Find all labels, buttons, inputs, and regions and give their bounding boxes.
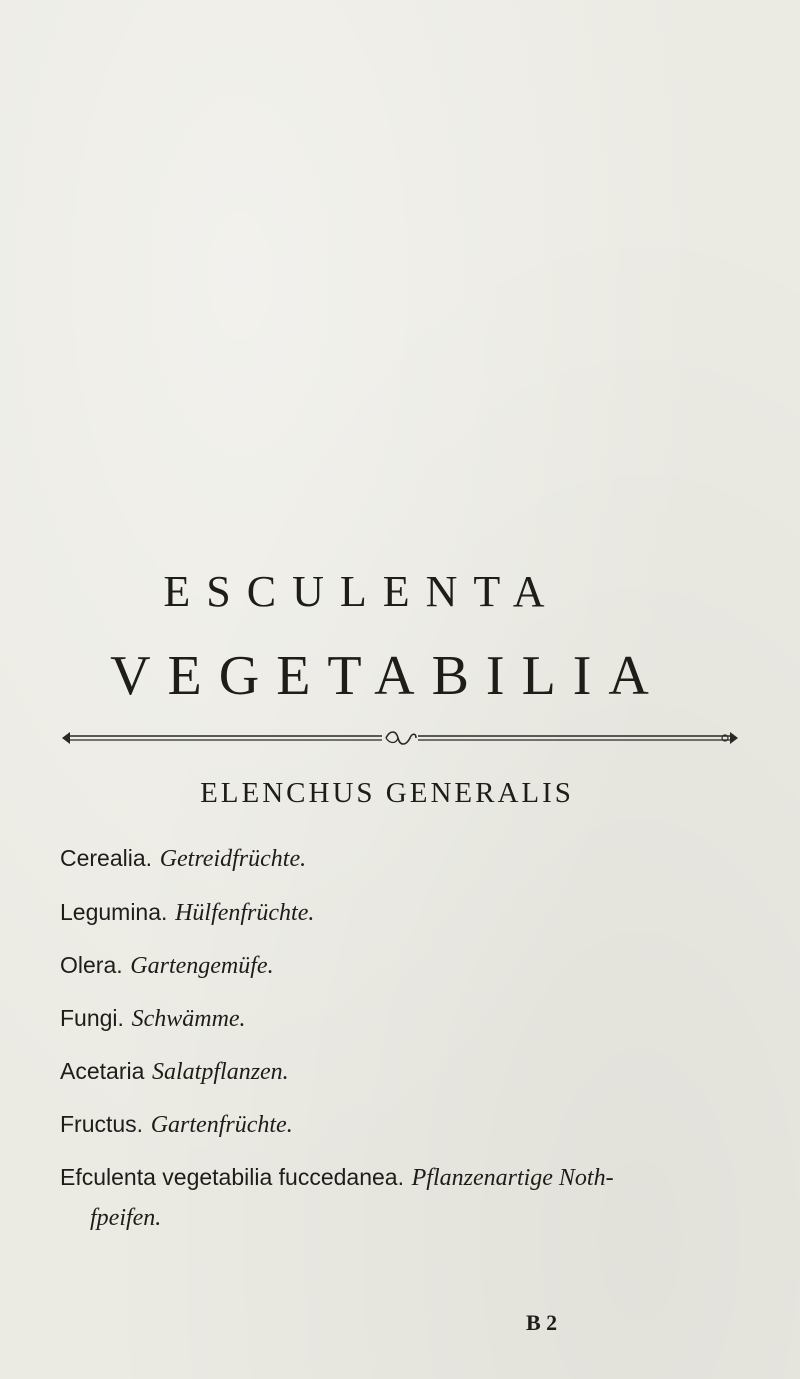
ornamental-rule-icon <box>60 728 740 748</box>
german-term: Getreidfrüchte. <box>159 846 307 872</box>
latin-term: Acetaria <box>60 1058 145 1084</box>
latin-term: Cerealia. <box>60 845 153 871</box>
list-item <box>60 846 306 871</box>
entry-continuation: fpeifen. <box>90 1205 162 1231</box>
latin-term: Olera. <box>60 952 123 978</box>
german-term: Hülfenfrüchte. <box>175 900 315 926</box>
german-term: Pflanzenartige Noth- <box>411 1165 614 1191</box>
list-item <box>60 953 274 978</box>
list-item <box>60 1112 293 1137</box>
german-term: Gartengemüfe. <box>130 953 274 979</box>
list-item <box>60 1165 614 1190</box>
latin-term: Legumina. <box>60 899 168 925</box>
signature-mark: B 2 <box>526 1310 558 1335</box>
heading-line-1: ESCULENTA <box>163 567 561 616</box>
list-item <box>60 1006 246 1031</box>
german-term: Schwämme. <box>131 1006 246 1032</box>
list-item <box>60 900 314 925</box>
latin-term: Fructus. <box>60 1111 144 1137</box>
german-term: Salatpflanzen. <box>152 1059 289 1085</box>
list-item <box>60 1059 289 1084</box>
latin-term: Fungi. <box>60 1005 124 1031</box>
subtitle: ELENCHUS GENERALIS <box>200 777 574 809</box>
german-term: Gartenfrüchte. <box>150 1112 293 1138</box>
heading-line-2: VEGETABILIA <box>110 645 666 707</box>
latin-term: Efculenta vegetabilia fuccedanea. <box>60 1164 404 1190</box>
